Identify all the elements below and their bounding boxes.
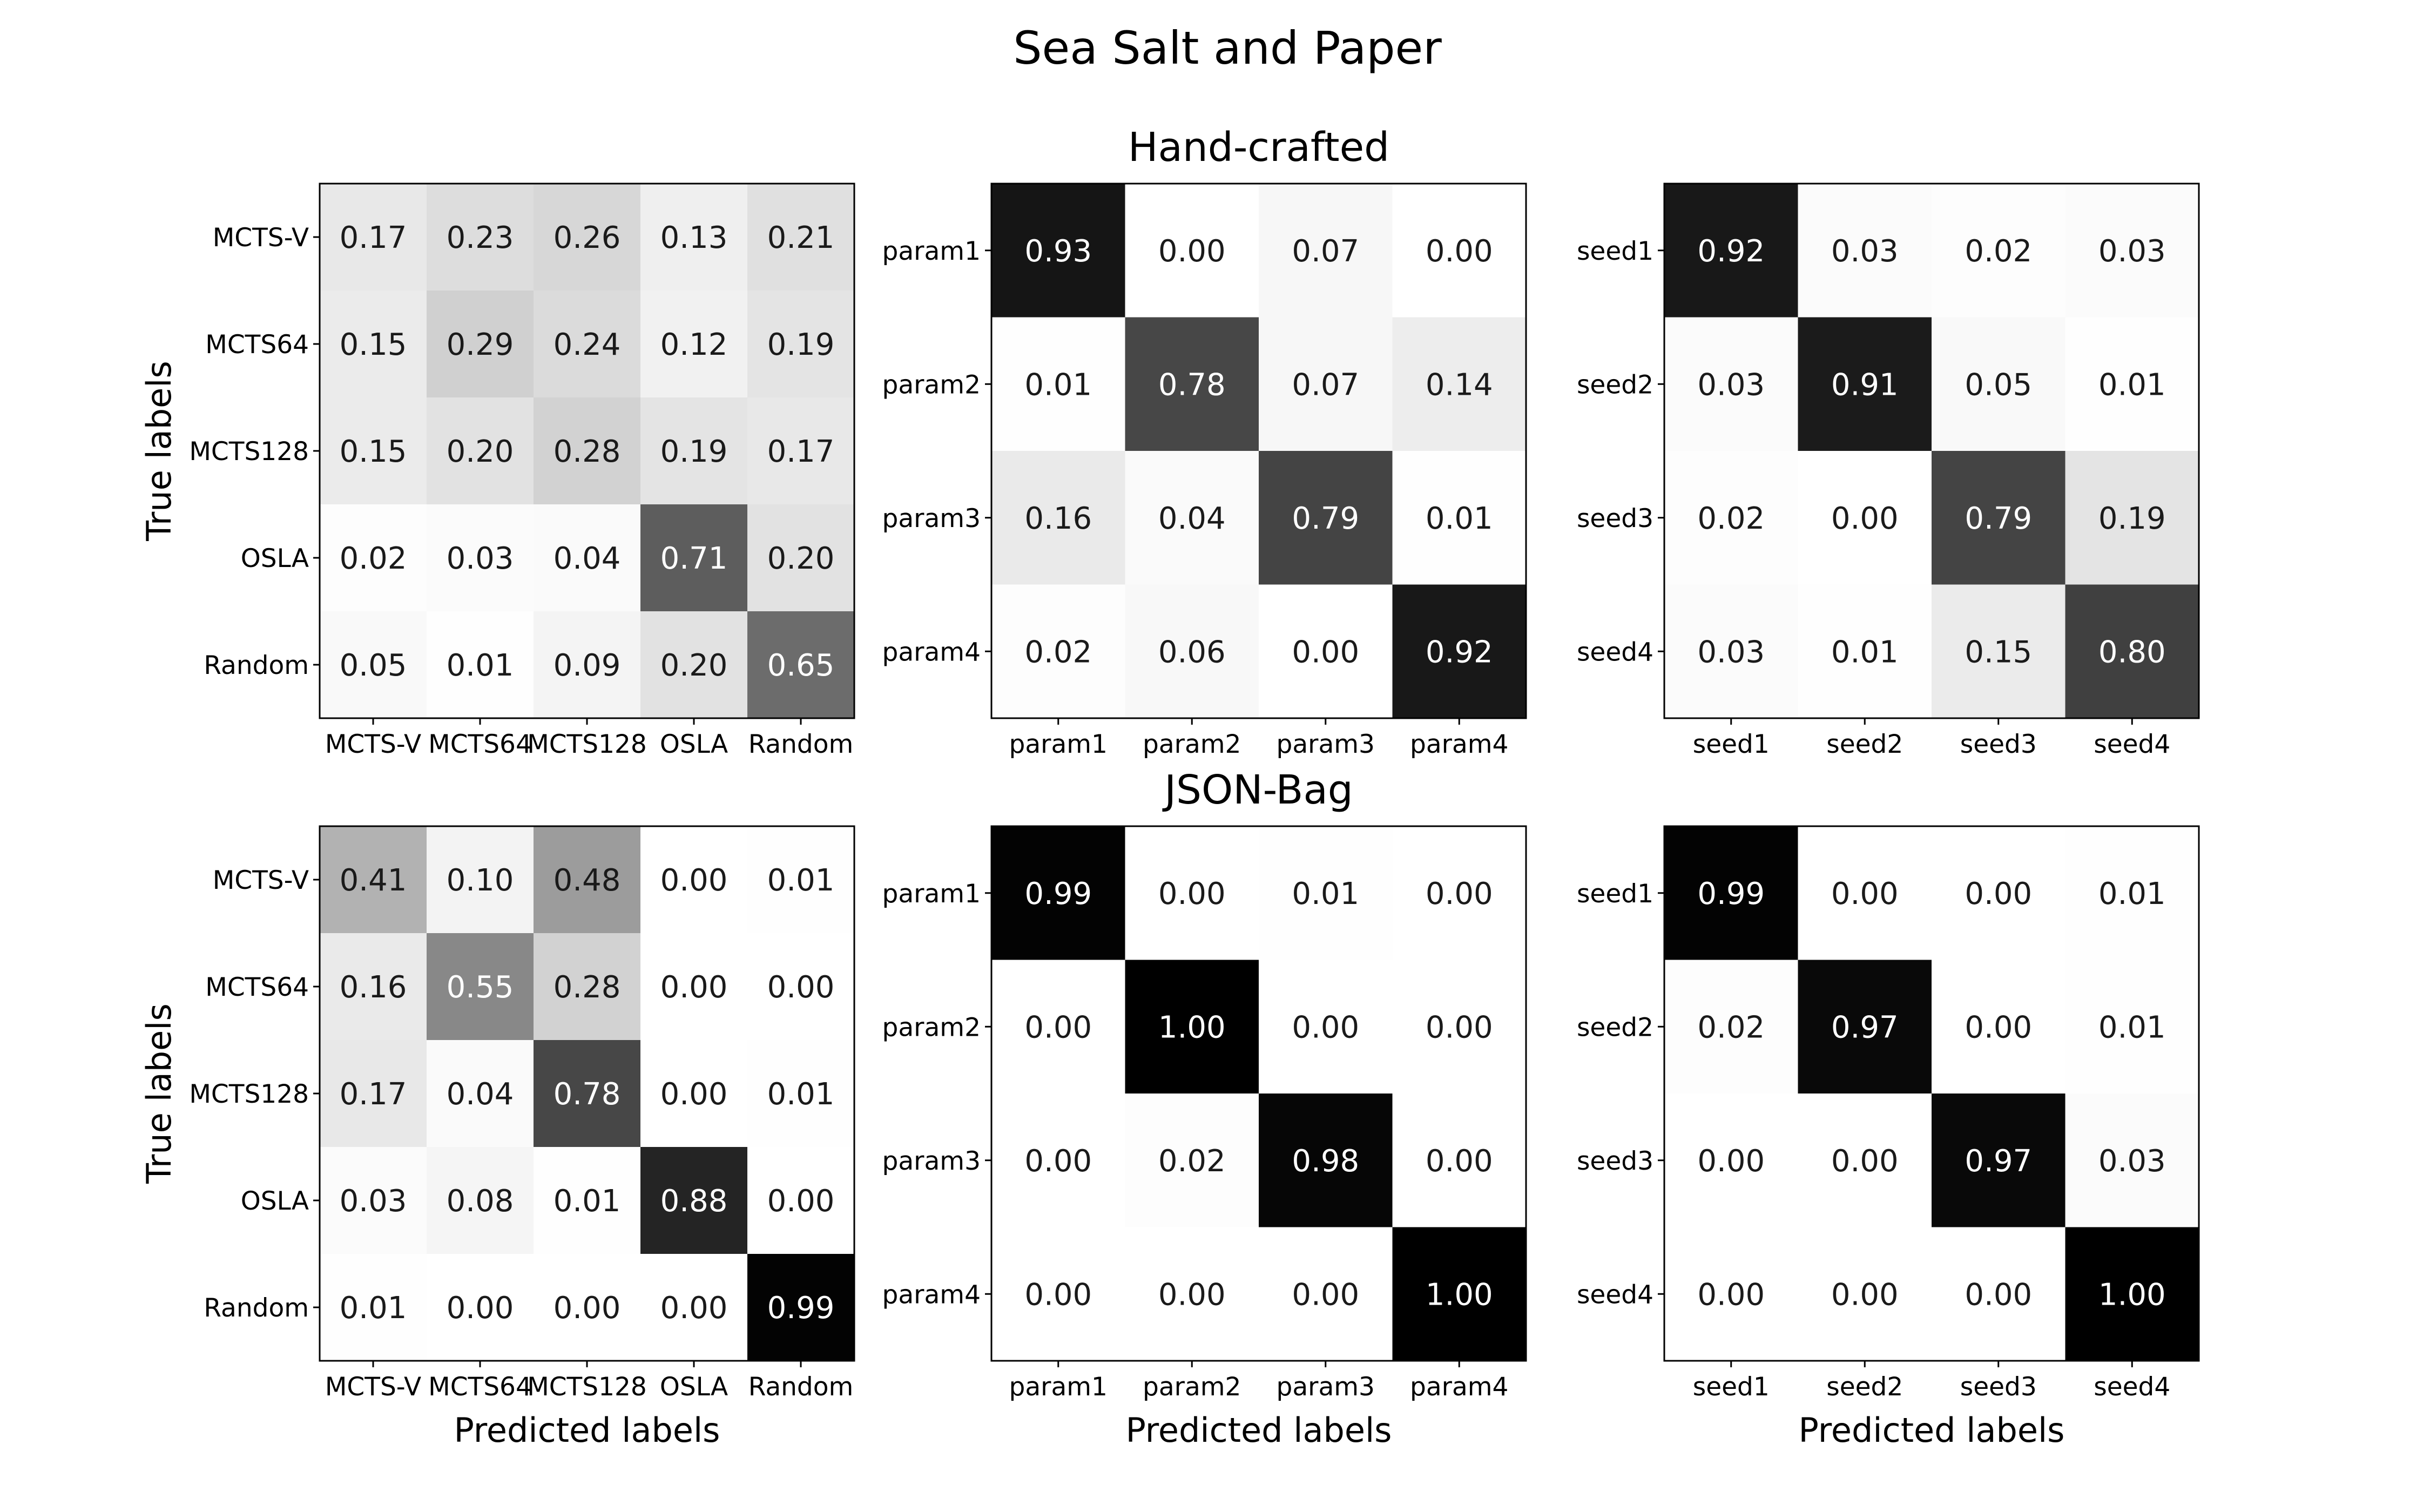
y-axis-label: True labels <box>139 1003 179 1184</box>
cell-value-label: 0.00 <box>553 1291 621 1326</box>
x-tick-label: param4 <box>1410 1372 1509 1402</box>
x-axis-label: Predicted labels <box>1798 1410 2065 1450</box>
y-tick-label: Random <box>204 651 309 680</box>
cell-value-label: 0.00 <box>1024 1277 1092 1313</box>
cell-value-label: 0.99 <box>767 1291 835 1326</box>
cell-value-label: 0.02 <box>1024 634 1092 670</box>
cell-value-label: 0.19 <box>660 434 728 469</box>
cell-value-label: 0.99 <box>1024 876 1092 912</box>
cell-value-label: 0.17 <box>339 1077 407 1112</box>
y-tick-label: MCTS64 <box>205 330 309 360</box>
y-tick-label: seed3 <box>1576 1146 1653 1176</box>
cell-value-label: 0.00 <box>660 1077 728 1112</box>
cell-value-label: 0.02 <box>1697 501 1765 536</box>
y-tick-label: param4 <box>882 637 981 667</box>
cell-value-label: 0.00 <box>1158 233 1226 269</box>
cell-value-label: 0.65 <box>767 648 835 683</box>
cell-value-label: 0.19 <box>2098 501 2166 536</box>
cell-value-label: 0.04 <box>1158 501 1226 536</box>
x-tick-label: seed4 <box>2094 1372 2171 1402</box>
cell-value-label: 0.00 <box>1831 1277 1899 1313</box>
y-tick-label: MCTS-V <box>212 866 309 895</box>
cell-value-label: 0.78 <box>1158 367 1226 403</box>
cell-value-label: 0.16 <box>1024 501 1092 536</box>
cell-value-label: 0.00 <box>1425 1010 1493 1045</box>
cell-value-label: 0.98 <box>1292 1143 1360 1179</box>
heatmap-panel-3 <box>1577 184 2199 759</box>
cell-value-label: 0.16 <box>339 970 407 1005</box>
cell-value-label: 0.99 <box>1697 876 1765 912</box>
y-tick-label: seed4 <box>1576 637 1653 667</box>
cell-value-label: 0.08 <box>446 1184 514 1219</box>
y-tick-label: MCTS-V <box>212 223 309 253</box>
cell-value-label: 0.01 <box>767 863 835 898</box>
cell-value-label: 0.00 <box>1292 1277 1360 1313</box>
x-tick-label: param1 <box>1009 1372 1108 1402</box>
x-tick-label: seed1 <box>1692 730 1770 759</box>
cell-value-label: 0.03 <box>339 1184 407 1219</box>
cell-value-label: 0.00 <box>1425 876 1493 912</box>
y-tick-label: seed4 <box>1576 1280 1653 1310</box>
cell-value-label: 0.00 <box>1965 1010 2033 1045</box>
cell-value-label: 0.00 <box>1831 1143 1899 1179</box>
cell-value-label: 0.79 <box>1965 501 2033 536</box>
x-tick-label: MCTS128 <box>527 1372 647 1402</box>
x-tick-label: Random <box>748 730 854 759</box>
y-tick-label: OSLA <box>240 544 309 573</box>
y-tick-label: MCTS128 <box>189 437 309 467</box>
x-tick-label: seed3 <box>1960 730 2037 759</box>
cell-value-label: 0.93 <box>1024 233 1092 269</box>
y-tick-label: OSLA <box>240 1186 309 1216</box>
cell-value-label: 0.92 <box>1425 634 1493 670</box>
cell-value-label: 0.55 <box>446 970 514 1005</box>
x-tick-label: MCTS64 <box>428 730 532 759</box>
cell-value-label: 0.97 <box>1831 1010 1899 1045</box>
y-tick-label: param1 <box>882 236 981 266</box>
cell-value-label: 0.88 <box>660 1184 728 1219</box>
cell-value-label: 0.00 <box>1292 634 1360 670</box>
x-tick-label: Random <box>748 1372 854 1402</box>
row-title: JSON-Bag <box>1164 767 1353 813</box>
cell-value-label: 0.20 <box>660 648 728 683</box>
cell-value-label: 0.01 <box>767 1077 835 1112</box>
cell-value-label: 0.10 <box>446 863 514 898</box>
cell-value-label: 0.00 <box>1024 1143 1092 1179</box>
cell-value-label: 0.00 <box>1024 1010 1092 1045</box>
cell-value-label: 0.00 <box>660 1291 728 1326</box>
y-tick-label: param3 <box>882 503 981 534</box>
cell-value-label: 0.00 <box>1965 1277 2033 1313</box>
y-tick-label: param3 <box>882 1146 981 1176</box>
cell-value-label: 0.13 <box>660 220 728 255</box>
x-tick-label: seed3 <box>1960 1372 2037 1402</box>
cell-value-label: 0.15 <box>1965 634 2033 670</box>
cell-value-label: 0.92 <box>1697 233 1765 269</box>
x-tick-label: param3 <box>1276 730 1375 759</box>
cell-value-label: 0.00 <box>1158 876 1226 912</box>
x-axis-label: Predicted labels <box>1125 1410 1392 1450</box>
cell-value-label: 0.00 <box>660 970 728 1005</box>
cell-value-label: 0.00 <box>1965 876 2033 912</box>
cell-value-label: 0.29 <box>446 327 514 362</box>
x-tick-label: seed1 <box>1692 1372 1770 1402</box>
cell-value-label: 0.17 <box>767 434 835 469</box>
x-tick-label: MCTS-V <box>325 730 422 759</box>
x-tick-label: seed2 <box>1826 730 1904 759</box>
cell-value-label: 0.15 <box>339 434 407 469</box>
x-tick-label: param2 <box>1143 1372 1241 1402</box>
cell-value-label: 0.01 <box>446 648 514 683</box>
cell-value-label: 0.00 <box>1425 1143 1493 1179</box>
cell-value-label: 0.20 <box>446 434 514 469</box>
cell-value-label: 0.00 <box>1158 1277 1226 1313</box>
y-tick-label: seed2 <box>1576 370 1653 400</box>
x-tick-label: seed4 <box>2094 730 2171 759</box>
cell-value-label: 1.00 <box>2098 1277 2166 1313</box>
y-axis-label: True labels <box>139 361 179 541</box>
row-title: Hand-crafted <box>1128 124 1390 171</box>
cell-value-label: 0.00 <box>1831 876 1899 912</box>
cell-value-label: 0.00 <box>767 970 835 1005</box>
cell-value-label: 0.28 <box>553 970 621 1005</box>
cell-value-label: 0.71 <box>660 541 728 576</box>
x-tick-label: OSLA <box>659 1372 728 1402</box>
cell-value-label: 0.00 <box>767 1184 835 1219</box>
cell-value-label: 0.01 <box>1292 876 1360 912</box>
cell-value-label: 0.80 <box>2098 634 2166 670</box>
x-tick-label: MCTS-V <box>325 1372 422 1402</box>
x-tick-label: MCTS64 <box>428 1372 532 1402</box>
cell-value-label: 0.07 <box>1292 233 1360 269</box>
y-tick-label: Random <box>204 1293 309 1323</box>
cell-value-label: 0.00 <box>1831 501 1899 536</box>
x-tick-label: MCTS128 <box>527 730 647 759</box>
cell-value-label: 0.02 <box>1965 233 2033 269</box>
cell-value-label: 0.03 <box>1831 233 1899 269</box>
cell-value-label: 0.06 <box>1158 634 1226 670</box>
cell-value-label: 0.07 <box>1292 367 1360 403</box>
x-tick-label: param1 <box>1009 730 1108 759</box>
cell-value-label: 1.00 <box>1425 1277 1493 1313</box>
cell-value-label: 0.41 <box>339 863 407 898</box>
cell-value-label: 0.01 <box>553 1184 621 1219</box>
y-tick-label: param1 <box>882 879 981 909</box>
y-tick-label: seed1 <box>1576 236 1653 266</box>
cell-value-label: 0.19 <box>767 327 835 362</box>
cell-value-label: 0.97 <box>1965 1143 2033 1179</box>
heatmap-panel-6 <box>1577 826 2199 1450</box>
cell-value-label: 0.03 <box>1697 367 1765 403</box>
cell-value-label: 0.28 <box>553 434 621 469</box>
y-tick-label: param4 <box>882 1280 981 1310</box>
cell-value-label: 0.01 <box>1425 501 1493 536</box>
cell-value-label: 0.12 <box>660 327 728 362</box>
x-tick-label: seed2 <box>1826 1372 1904 1402</box>
cell-value-label: 0.48 <box>553 863 621 898</box>
cell-value-label: 0.15 <box>339 327 407 362</box>
y-tick-label: seed3 <box>1576 503 1653 534</box>
y-tick-label: param2 <box>882 1013 981 1043</box>
cell-value-label: 0.01 <box>339 1291 407 1326</box>
cell-value-label: 0.01 <box>2098 367 2166 403</box>
figure-title: Sea Salt and Paper <box>1013 22 1442 75</box>
y-tick-label: MCTS128 <box>189 1079 309 1109</box>
cell-value-label: 0.23 <box>446 220 514 255</box>
cell-value-label: 0.26 <box>553 220 621 255</box>
cell-value-label: 0.09 <box>553 648 621 683</box>
cell-value-label: 0.00 <box>1697 1143 1765 1179</box>
x-axis-label: Predicted labels <box>454 1410 720 1450</box>
cell-value-label: 0.00 <box>660 863 728 898</box>
cell-value-label: 0.05 <box>1965 367 2033 403</box>
cell-value-label: 0.00 <box>1292 1010 1360 1045</box>
cell-value-label: 0.03 <box>2098 233 2166 269</box>
cell-value-label: 0.20 <box>767 541 835 576</box>
cell-value-label: 0.00 <box>1697 1277 1765 1313</box>
cell-value-label: 0.21 <box>767 220 835 255</box>
cell-value-label: 0.91 <box>1831 367 1899 403</box>
y-tick-label: seed2 <box>1576 1013 1653 1043</box>
cell-value-label: 0.01 <box>2098 1010 2166 1045</box>
x-tick-label: param3 <box>1276 1372 1375 1402</box>
cell-value-label: 0.04 <box>446 1077 514 1112</box>
cell-value-label: 0.79 <box>1292 501 1360 536</box>
cell-value-label: 0.14 <box>1425 367 1493 403</box>
cell-value-label: 0.03 <box>2098 1143 2166 1179</box>
x-tick-label: OSLA <box>659 730 728 759</box>
y-tick-label: MCTS64 <box>205 973 309 1002</box>
cell-value-label: 0.04 <box>553 541 621 576</box>
y-tick-label: seed1 <box>1576 879 1653 909</box>
cell-value-label: 0.02 <box>339 541 407 576</box>
x-tick-label: param2 <box>1143 730 1241 759</box>
cell-value-label: 0.05 <box>339 648 407 683</box>
cell-value-label: 0.78 <box>553 1077 621 1112</box>
cell-value-label: 0.00 <box>1425 233 1493 269</box>
cell-value-label: 0.00 <box>446 1291 514 1326</box>
cell-value-label: 0.17 <box>339 220 407 255</box>
cell-value-label: 0.03 <box>446 541 514 576</box>
x-tick-label: param4 <box>1410 730 1509 759</box>
cell-value-label: 1.00 <box>1158 1010 1226 1045</box>
cell-value-label: 0.01 <box>1024 367 1092 403</box>
cell-value-label: 0.02 <box>1697 1010 1765 1045</box>
cell-value-label: 0.02 <box>1158 1143 1226 1179</box>
cell-value-label: 0.03 <box>1697 634 1765 670</box>
cell-value-label: 0.01 <box>2098 876 2166 912</box>
cell-value-label: 0.01 <box>1831 634 1899 670</box>
y-tick-label: param2 <box>882 370 981 400</box>
cell-value-label: 0.24 <box>553 327 621 362</box>
